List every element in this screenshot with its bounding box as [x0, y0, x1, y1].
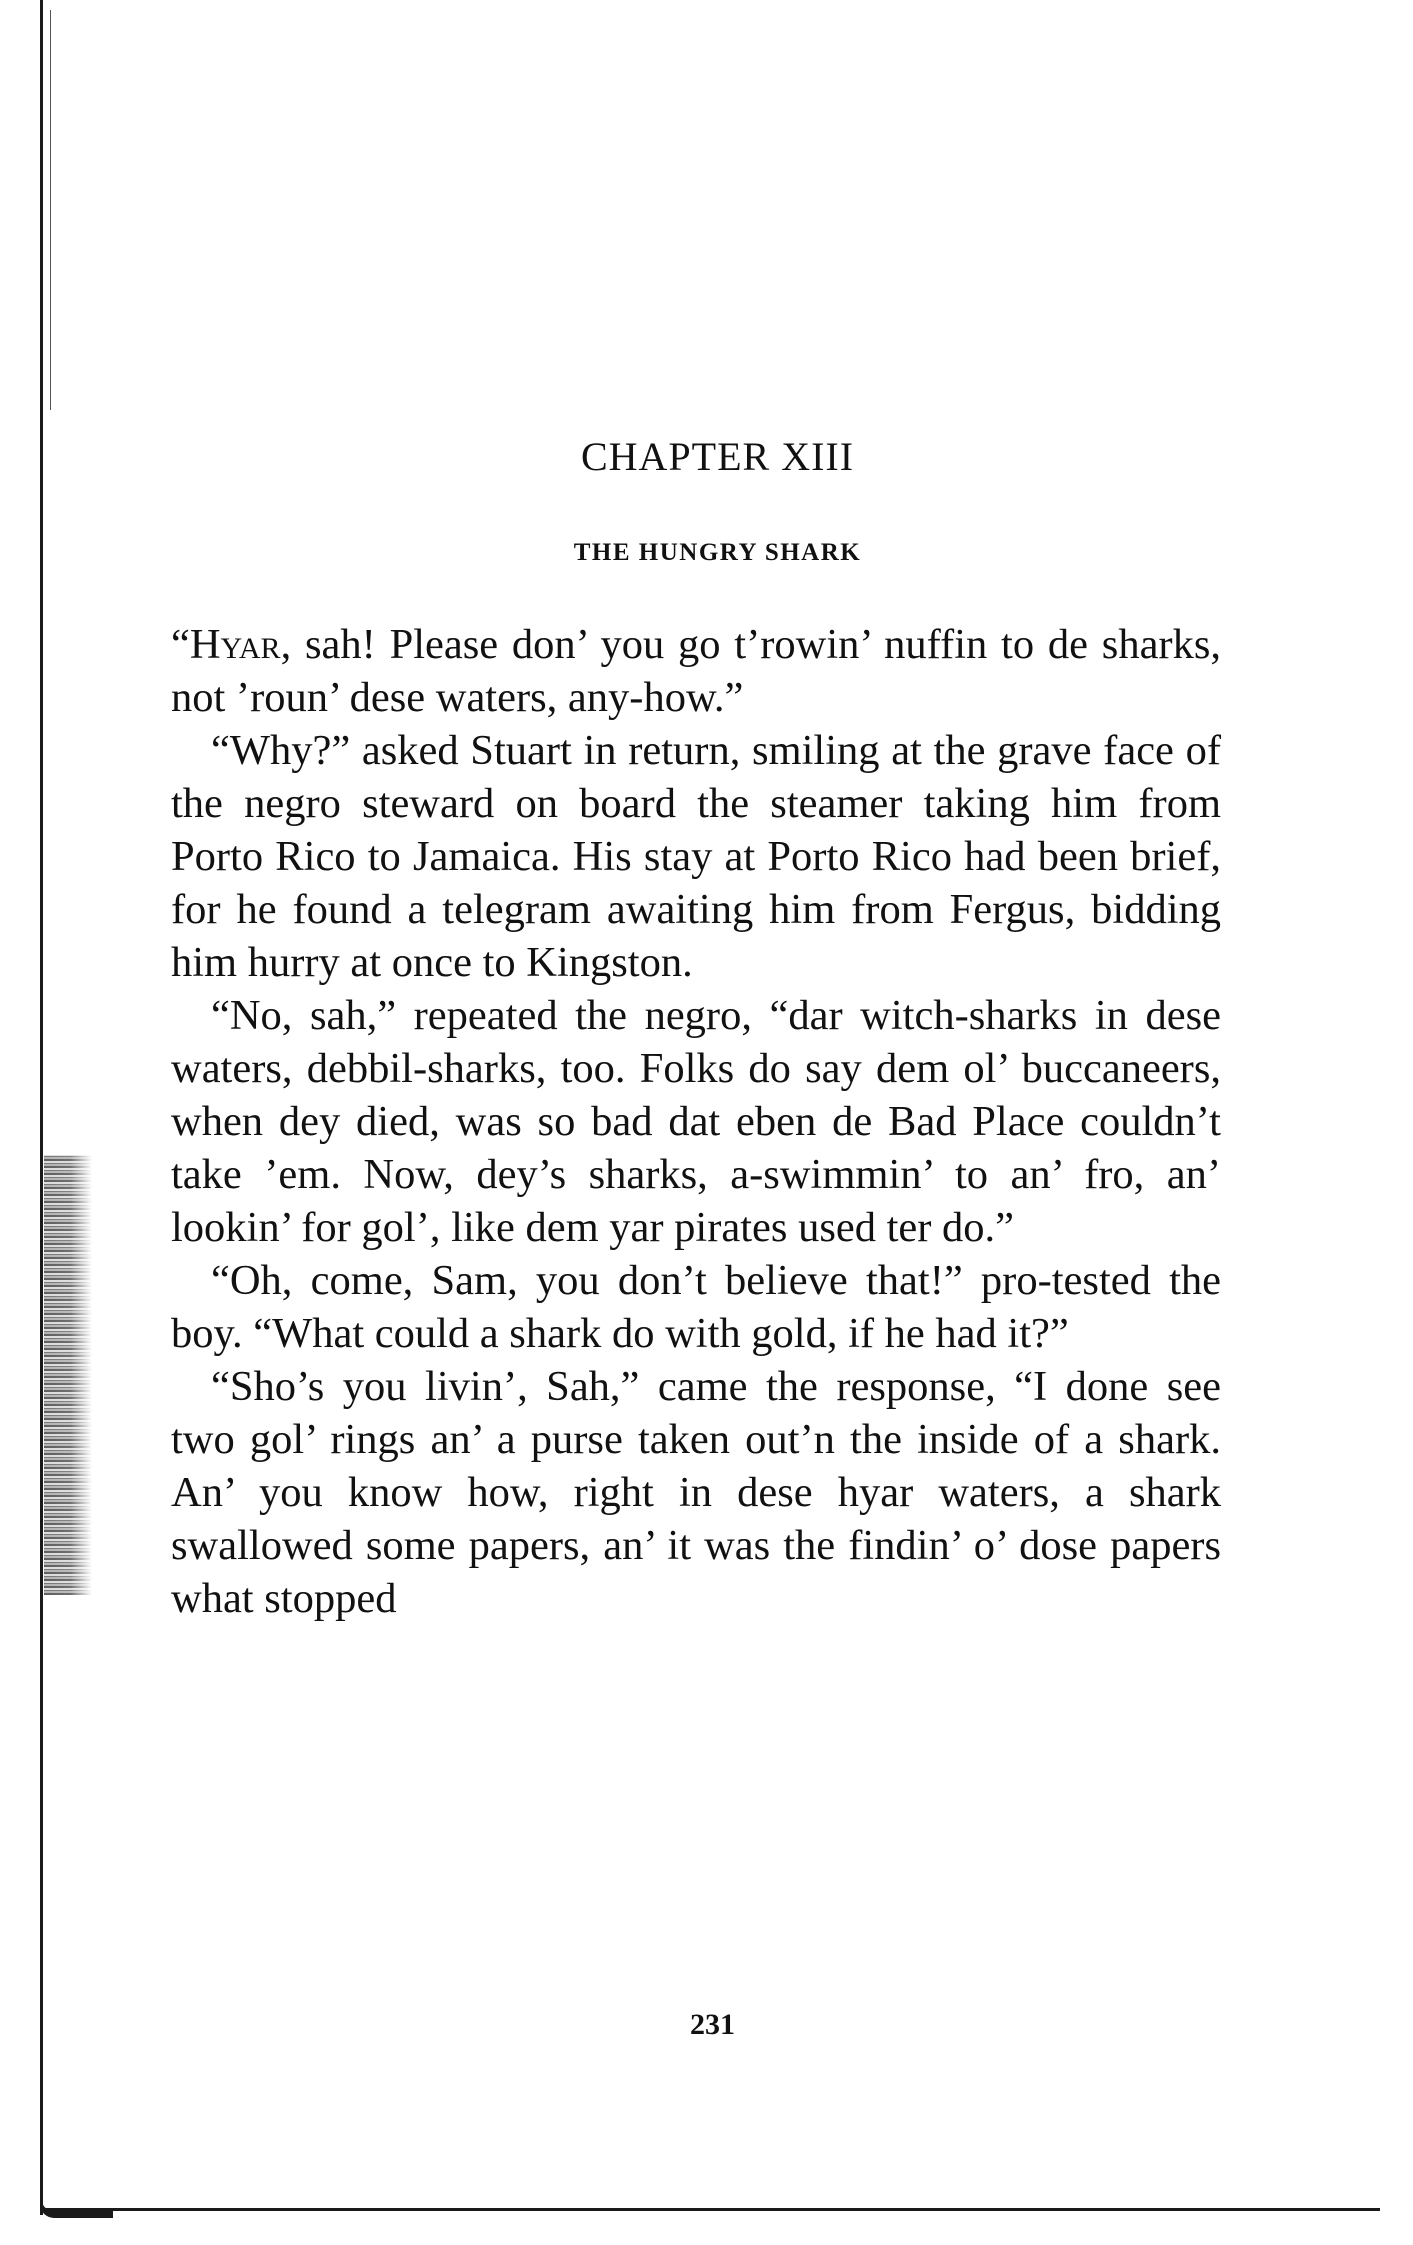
gutter-scan-artifact [44, 1155, 92, 1595]
paragraph: “Sho’s you livin’, Sah,” came the response, “I done see two gol’ rings an’ a purse taken out’n the inside of a shark. An’ you know how, right in dese hyar waters, a shark swallowed some papers, an’ it was the findin’ o’ dose papers what stopped [171, 1363, 1221, 1622]
body-text [171, 618, 1221, 1625]
page-bottom-edge [40, 2208, 1380, 2211]
paragraph-text: sah! Please don’ you go t’rowin’ nuffin to de sharks, not ’roun’ dese waters, any-how.” [171, 621, 1221, 721]
page-corner-curl [40, 2196, 113, 2218]
paragraph: “Why?” asked Stuart in return, smiling at the grave face of the negro steward on board the steamer taking him from Porto Rico to Jamaica. His stay at Porto Rico had been brief, for he found a telegram awaiting him from Fergus, bidding him hurry at once to Kingston. [171, 727, 1221, 986]
paragraph: “Oh, come, Sam, you don’t believe that!” pro-tested the boy. “What could a shark do with gold, if he had it?” [171, 1257, 1221, 1357]
paragraph-lead: “Hyar, [171, 621, 292, 668]
chapter-heading: CHAPTER XIII [580, 434, 855, 479]
paragraph: “No, sah,” repeated the negro, “dar witch-sharks in dese waters, debbil-sharks, too. Folks do say dem ol’ buccaneers, when dey died, was so bad dat eben de Bad Place couldn’t take ’em. Now, dey’s sharks, a-swimmin’ to an’ fro, an’ lookin’ for gol’, like dem yar pirates used ter do.” [171, 992, 1221, 1251]
chapter-subtitle: THE HUNGRY SHARK [573, 539, 862, 566]
paragraph [171, 618, 1221, 724]
binding-edge [40, 0, 43, 2215]
page-number: 231 [690, 2008, 735, 2041]
binding-edge-inner [50, 10, 51, 410]
